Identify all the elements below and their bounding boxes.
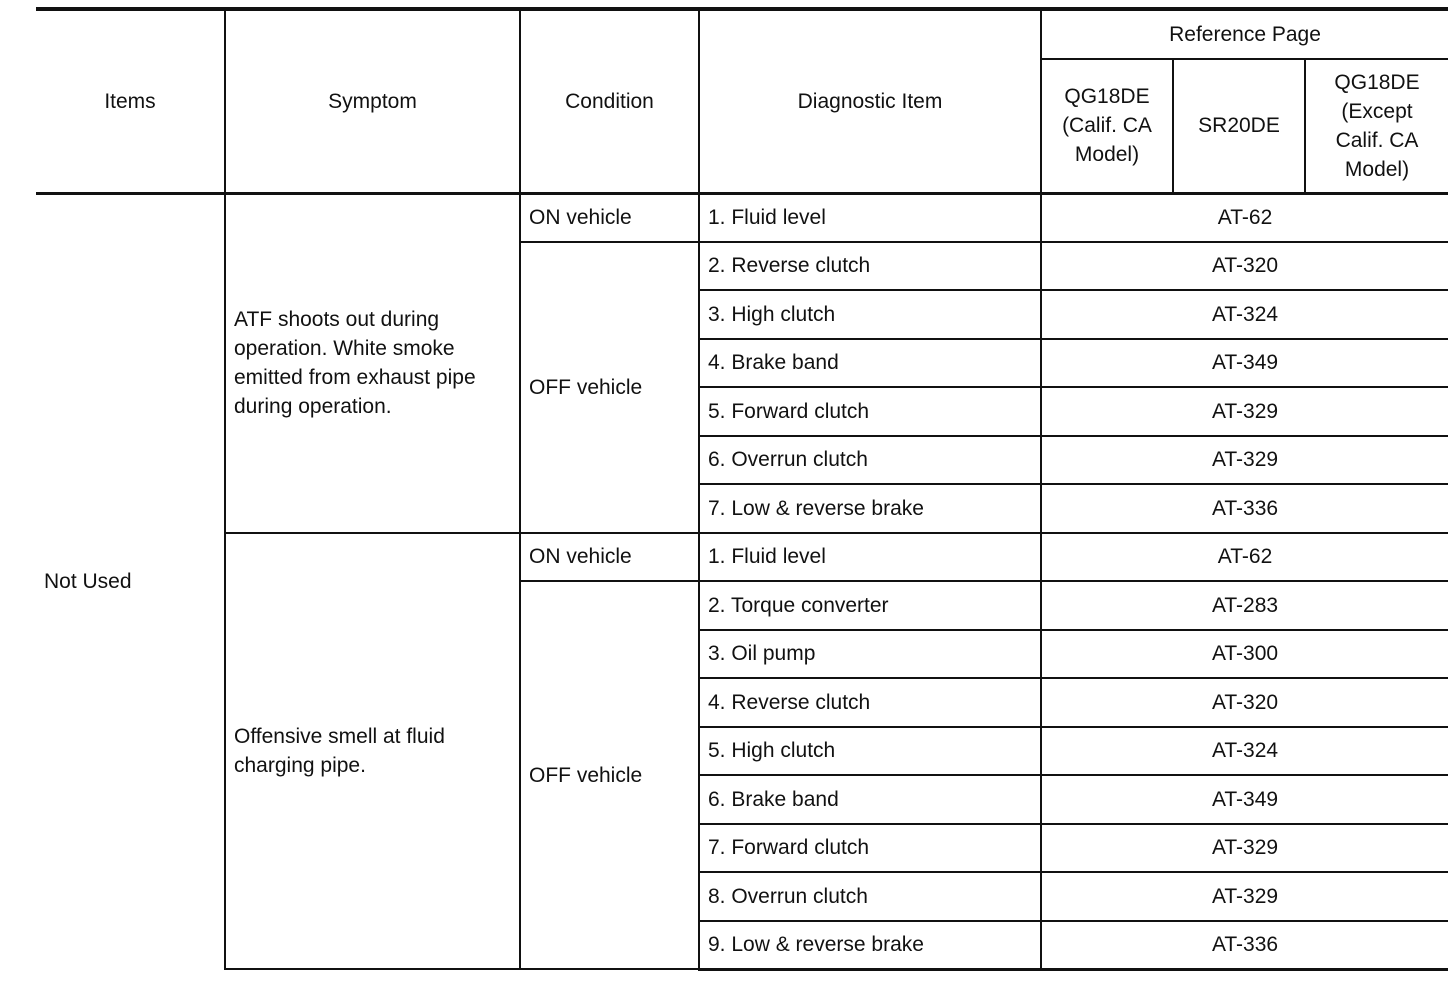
diagnostic-item-cell: 4. Brake band <box>699 339 1041 388</box>
diagnostic-item-cell: 5. High clutch <box>699 727 1041 776</box>
condition-cell: ON vehicle <box>520 193 699 242</box>
diagnostic-reference-table <box>36 7 1448 971</box>
engine-header-line: QG18DE <box>1064 85 1150 109</box>
reference-page-cell: AT-349 <box>1041 775 1448 824</box>
reference-page-cell: AT-283 <box>1041 581 1448 630</box>
items-cell: Not Used <box>36 193 225 969</box>
reference-page-cell: AT-329 <box>1041 824 1448 873</box>
condition-cell: ON vehicle <box>520 533 699 582</box>
header-items: Items <box>36 9 225 193</box>
engine-header-line: Calif. CA <box>1335 128 1419 152</box>
diagnostic-item-cell: 7. Forward clutch <box>699 824 1041 873</box>
symptom-cell: ATF shoots out during operation. White smoke emitted from exhaust pipe during operation. <box>225 193 520 533</box>
diagnostic-item-cell: 1. Fluid level <box>699 193 1041 242</box>
diagnostic-item-cell: 8. Overrun clutch <box>699 872 1041 921</box>
engine-header-line: Model) <box>1074 143 1140 167</box>
reference-page-cell: AT-324 <box>1041 727 1448 776</box>
table-body <box>36 193 1448 969</box>
diagnostic-item-cell: 4. Reverse clutch <box>699 678 1041 727</box>
table-header <box>36 9 1448 193</box>
header-engine-qg18de-except-calif <box>1305 59 1448 193</box>
diagnostic-item-cell: 7. Low & reverse brake <box>699 484 1041 533</box>
header-diagnostic-item: Diagnostic Item <box>699 9 1041 193</box>
reference-page-cell: AT-62 <box>1041 533 1448 582</box>
header-reference-page: Reference Page <box>1041 9 1448 59</box>
reference-page-cell: AT-329 <box>1041 387 1448 436</box>
engine-header-line: Model) <box>1344 157 1410 181</box>
symptom-cell: Offensive smell at fluid charging pipe. <box>225 533 520 970</box>
table-row <box>36 533 1448 582</box>
reference-page-cell: AT-324 <box>1041 290 1448 339</box>
engine-header-line: (Calif. CA <box>1062 114 1152 138</box>
reference-page-cell: AT-320 <box>1041 242 1448 291</box>
diagnostic-item-cell: 1. Fluid level <box>699 533 1041 582</box>
header-condition: Condition <box>520 9 699 193</box>
diagnostic-item-cell: 3. Oil pump <box>699 630 1041 679</box>
diagnostic-item-cell: 2. Torque converter <box>699 581 1041 630</box>
header-engine-qg18de-calif <box>1041 59 1173 193</box>
reference-page-cell: AT-62 <box>1041 193 1448 242</box>
diagnostic-item-cell: 6. Overrun clutch <box>699 436 1041 485</box>
diagnostic-item-cell: 3. High clutch <box>699 290 1041 339</box>
condition-cell: OFF vehicle <box>520 581 699 969</box>
diagnostic-item-cell: 9. Low & reverse brake <box>699 921 1041 970</box>
engine-header-line: (Except <box>1341 99 1413 123</box>
reference-page-cell: AT-300 <box>1041 630 1448 679</box>
condition-cell: OFF vehicle <box>520 242 699 533</box>
engine-header-line: SR20DE <box>1198 114 1280 138</box>
header-symptom: Symptom <box>225 9 520 193</box>
reference-page-cell: AT-329 <box>1041 872 1448 921</box>
reference-page-cell: AT-329 <box>1041 436 1448 485</box>
engine-header-line: QG18DE <box>1334 70 1420 94</box>
diagnostic-item-cell: 5. Forward clutch <box>699 387 1041 436</box>
header-engine-sr20de <box>1173 59 1305 193</box>
reference-page-cell: AT-349 <box>1041 339 1448 388</box>
table-row <box>36 193 1448 242</box>
diagnostic-item-cell: 6. Brake band <box>699 775 1041 824</box>
reference-page-cell: AT-320 <box>1041 678 1448 727</box>
reference-page-cell: AT-336 <box>1041 484 1448 533</box>
diagnostic-item-cell: 2. Reverse clutch <box>699 242 1041 291</box>
reference-page-cell: AT-336 <box>1041 921 1448 970</box>
